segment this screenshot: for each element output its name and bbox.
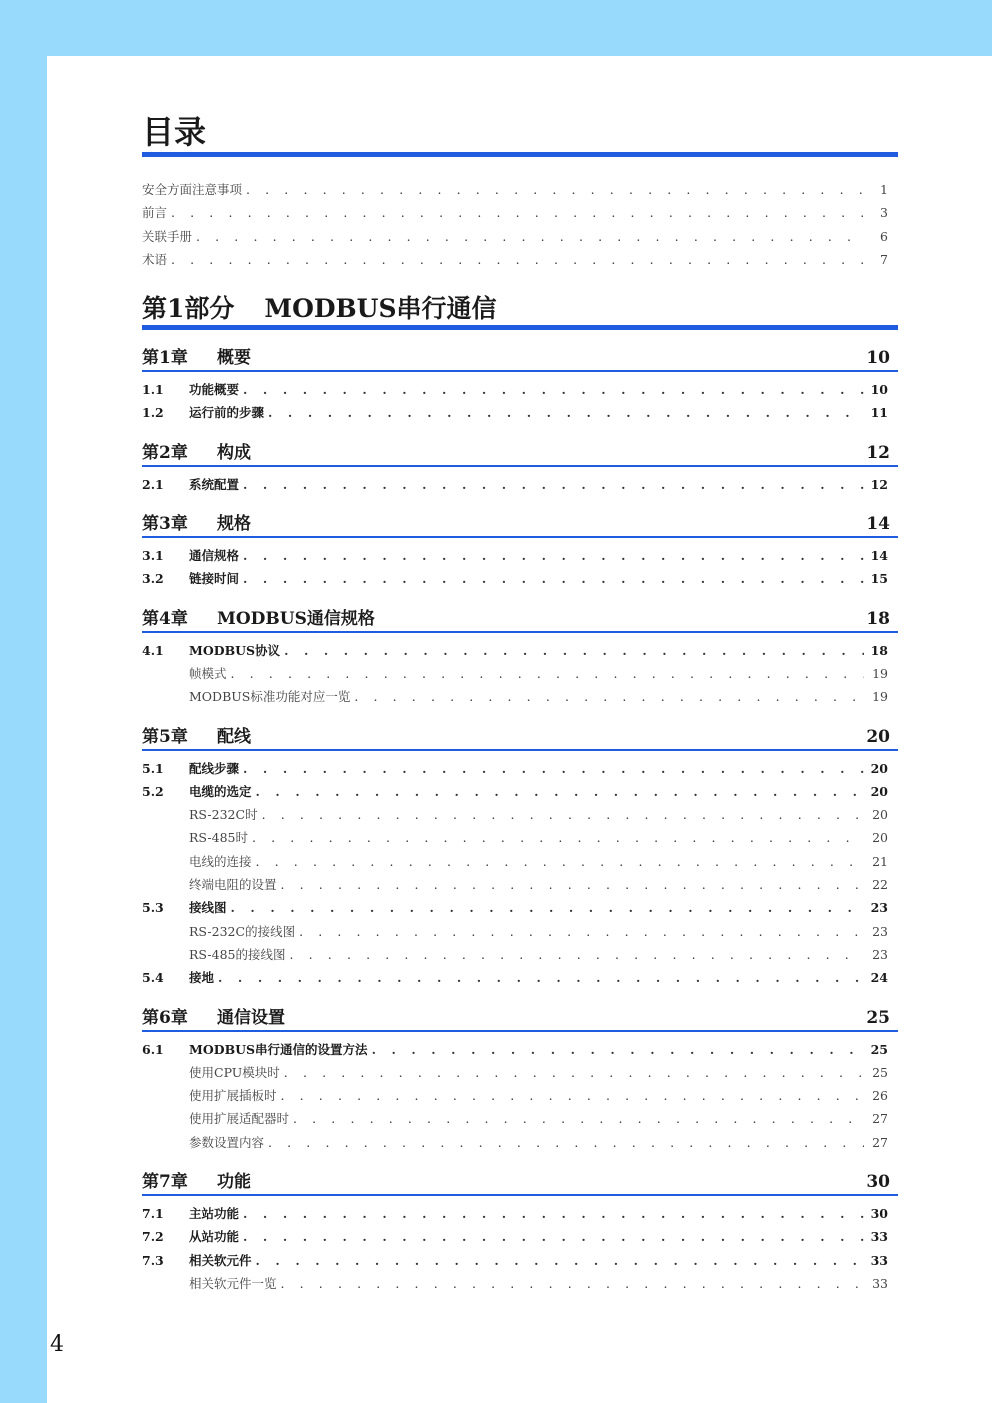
entry-label: RS-485时 [189, 830, 249, 846]
chapter-list [142, 347, 898, 1295]
chapter-entries [142, 1038, 898, 1154]
entry-label: MODBUS标准功能对应一览 [189, 689, 351, 705]
toc-entry[interactable] [142, 1225, 898, 1248]
chapter-label [142, 726, 251, 748]
toc-entry[interactable] [142, 1131, 898, 1154]
dot-leader [243, 1225, 864, 1248]
part-number: 第1部分 [142, 294, 235, 324]
toc-title: 目录 [142, 112, 898, 157]
chapter-label [142, 608, 375, 630]
chapter-page: 12 [866, 442, 890, 463]
chapter-heading[interactable] [142, 608, 898, 633]
toc-entry[interactable] [142, 826, 898, 849]
page-number: 4 [50, 1332, 64, 1357]
entry-page: 20 [872, 807, 888, 823]
dot-leader [256, 850, 864, 873]
chapter-number: 第2章 [142, 442, 188, 463]
part-name: MODBUS串行通信 [264, 294, 497, 324]
toc-entry[interactable] [142, 1061, 898, 1084]
entry-page: 25 [872, 1064, 888, 1080]
left-color-band [0, 0, 47, 1403]
section-number: 6.1 [142, 1041, 164, 1057]
toc-entry[interactable] [142, 896, 898, 919]
section-number: 4.1 [142, 642, 164, 658]
entry-label: 参数设置内容 [189, 1134, 265, 1150]
entry-page: 33 [870, 1252, 888, 1268]
entry-label: 安全方面注意事项 [142, 182, 243, 197]
entry-page: 24 [870, 970, 888, 986]
chapter-label [142, 1007, 285, 1029]
chapter-heading[interactable] [142, 513, 898, 538]
toc-entry[interactable] [142, 248, 898, 271]
entry-label: 功能概要 [189, 382, 240, 398]
dot-leader [293, 1107, 864, 1130]
chapter-number: 第6章 [142, 1007, 188, 1028]
dot-leader [256, 1249, 864, 1272]
entry-label: 接地 [189, 970, 215, 986]
chapter-label [142, 347, 251, 369]
entry-page: 25 [870, 1041, 888, 1057]
dot-leader [243, 378, 864, 401]
entry-label: 使用扩展适配器时 [189, 1111, 290, 1127]
entry-label: 终端电阻的设置 [189, 877, 277, 893]
chapter-heading[interactable] [142, 1171, 898, 1196]
section-number: 5.3 [142, 900, 164, 916]
dot-leader [243, 473, 864, 496]
section-number: 2.1 [142, 476, 164, 492]
entry-label: 通信规格 [189, 548, 240, 564]
dot-leader [281, 1272, 864, 1295]
toc-entry[interactable] [142, 401, 898, 424]
toc-entry[interactable] [142, 1107, 898, 1130]
entry-label: 电缆的选定 [189, 783, 252, 799]
entry-label: 相关软元件 [189, 1252, 252, 1268]
dot-leader [243, 757, 864, 780]
dot-leader [196, 225, 864, 248]
chapter-title: 通信设置 [217, 1007, 285, 1028]
entry-page: 6 [880, 228, 888, 244]
chapter-heading[interactable] [142, 1007, 898, 1032]
dot-leader [171, 201, 864, 224]
entry-page: 14 [870, 548, 888, 564]
toc-entry[interactable] [142, 966, 898, 989]
dot-leader [284, 1061, 864, 1084]
entry-page: 10 [870, 382, 888, 398]
toc-entry[interactable] [142, 567, 898, 590]
dot-leader [243, 1202, 864, 1225]
chapter-entries [142, 1202, 898, 1295]
dot-leader [281, 1084, 864, 1107]
dot-leader [231, 896, 864, 919]
entry-label: 从站功能 [189, 1229, 240, 1245]
chapter-entries [142, 544, 898, 591]
dot-leader [268, 1131, 864, 1154]
entry-page: 7 [880, 251, 888, 267]
entry-page: 11 [870, 405, 888, 421]
toc-entry[interactable] [142, 850, 898, 873]
section-number: 3.1 [142, 548, 164, 564]
section-number: 7.2 [142, 1229, 164, 1245]
entry-label: 配线步骤 [189, 760, 240, 776]
dot-leader [231, 662, 864, 685]
dot-leader [256, 780, 864, 803]
chapter-page: 30 [866, 1172, 890, 1193]
entry-label: 前言 [142, 205, 168, 221]
entry-page: 19 [872, 689, 888, 705]
entry-page: 33 [870, 1229, 888, 1245]
entry-page: 15 [870, 571, 888, 587]
dot-leader [246, 178, 864, 201]
toc-entry[interactable] [142, 662, 898, 685]
toc-entry[interactable] [142, 943, 898, 966]
entry-page: 26 [872, 1088, 888, 1104]
toc-entry[interactable] [142, 803, 898, 826]
chapter-entries [142, 757, 898, 990]
entry-label: 相关软元件一览 [189, 1275, 277, 1291]
entry-page: 23 [872, 923, 888, 939]
entry-page: 27 [872, 1111, 888, 1127]
chapter-page: 18 [866, 608, 890, 629]
toc-entry[interactable] [142, 378, 898, 401]
chapter-entries [142, 473, 898, 496]
section-number: 3.2 [142, 571, 164, 587]
chapter-title: 配线 [217, 726, 251, 747]
entry-label: 使用扩展插板时 [189, 1088, 277, 1104]
dot-leader [354, 685, 864, 708]
entry-page: 20 [870, 783, 888, 799]
section-number: 1.2 [142, 405, 164, 421]
entry-page: 12 [870, 476, 888, 492]
entry-label: 系统配置 [189, 476, 240, 492]
chapter-number: 第7章 [142, 1172, 188, 1193]
dot-leader [284, 639, 864, 662]
entry-label: 运行前的步骤 [189, 405, 265, 421]
chapter-heading[interactable] [142, 442, 898, 467]
chapter-number: 第4章 [142, 608, 188, 629]
chapter-number: 第3章 [142, 514, 188, 535]
toc-entry[interactable] [142, 1084, 898, 1107]
entry-label: MODBUS串行通信的设置方法 [189, 1041, 368, 1057]
entry-label: RS-232C时 [189, 807, 258, 823]
chapter-number: 第1章 [142, 348, 188, 369]
toc-entry[interactable] [142, 1202, 898, 1225]
entry-label: RS-485的接线图 [189, 946, 286, 962]
section-number: 7.3 [142, 1252, 164, 1268]
chapter-label [142, 442, 251, 464]
entry-page: 19 [872, 665, 888, 681]
dot-leader [171, 248, 864, 271]
chapter-title: 概要 [217, 348, 251, 369]
toc-entry[interactable] [142, 178, 898, 201]
entry-label: 主站功能 [189, 1206, 240, 1222]
dot-leader [268, 401, 864, 424]
chapter-number: 第5章 [142, 726, 188, 747]
entry-label: 术语 [142, 251, 168, 267]
entry-label: 使用CPU模块时 [189, 1064, 280, 1080]
dot-leader [262, 803, 864, 826]
entry-label: 电线的连接 [189, 853, 252, 869]
entry-label: 接线图 [189, 900, 227, 916]
toc-entry[interactable] [142, 920, 898, 943]
chapter-heading[interactable] [142, 347, 898, 372]
toc-entry[interactable] [142, 544, 898, 567]
chapter-title: 构成 [217, 442, 251, 463]
toc-entry[interactable] [142, 757, 898, 780]
dot-leader [299, 920, 864, 943]
front-matter-list [142, 178, 898, 271]
entry-label: 帧模式 [189, 665, 227, 681]
entry-page: 3 [880, 205, 888, 221]
entry-page: 18 [870, 642, 888, 658]
entry-label: 链接时间 [189, 571, 240, 587]
dot-leader [243, 567, 864, 590]
entry-label: RS-232C的接线图 [189, 923, 296, 939]
entry-page: 30 [870, 1206, 888, 1222]
entry-page: 1 [880, 182, 888, 197]
toc-entry[interactable] [142, 225, 898, 248]
entry-label: 关联手册 [142, 228, 193, 244]
chapter-heading[interactable] [142, 726, 898, 751]
dot-leader [281, 873, 864, 896]
toc-entry[interactable] [142, 201, 898, 224]
top-color-band [0, 0, 992, 56]
section-number: 5.1 [142, 760, 164, 776]
chapter-page: 10 [866, 348, 890, 369]
section-number: 5.2 [142, 783, 164, 799]
toc-entry[interactable] [142, 1249, 898, 1272]
chapter-entries [142, 639, 898, 709]
dot-leader [252, 826, 864, 849]
entry-page: 23 [870, 900, 888, 916]
entry-page: 22 [872, 877, 888, 893]
dot-leader [372, 1038, 864, 1061]
entry-page: 33 [872, 1275, 888, 1291]
dot-leader [218, 966, 864, 989]
toc-entry[interactable] [142, 473, 898, 496]
chapter-title: 规格 [217, 514, 251, 535]
dot-leader [243, 544, 864, 567]
dot-leader [290, 943, 864, 966]
entry-label: MODBUS协议 [189, 642, 281, 658]
toc-entry[interactable] [142, 1038, 898, 1061]
entry-page: 21 [872, 853, 888, 869]
entry-page: 20 [870, 760, 888, 776]
toc-entry[interactable] [142, 639, 898, 662]
chapter-page: 14 [866, 514, 890, 535]
section-number: 1.1 [142, 382, 164, 398]
chapter-page: 20 [866, 726, 890, 747]
entry-page: 27 [872, 1134, 888, 1150]
entry-page: 23 [872, 946, 888, 962]
chapter-title: 功能 [217, 1172, 251, 1193]
toc-entry[interactable] [142, 780, 898, 803]
toc-entry[interactable] [142, 1272, 898, 1295]
section-number: 5.4 [142, 970, 164, 986]
chapter-entries [142, 378, 898, 425]
chapter-title: MODBUS通信规格 [217, 608, 375, 629]
chapter-label [142, 513, 251, 535]
toc-content [142, 112, 898, 1295]
part-title [142, 293, 898, 330]
toc-entry[interactable] [142, 685, 898, 708]
chapter-label [142, 1171, 251, 1193]
section-number: 7.1 [142, 1206, 164, 1222]
chapter-page: 25 [866, 1007, 890, 1028]
toc-entry[interactable] [142, 873, 898, 896]
entry-page: 20 [872, 830, 888, 846]
